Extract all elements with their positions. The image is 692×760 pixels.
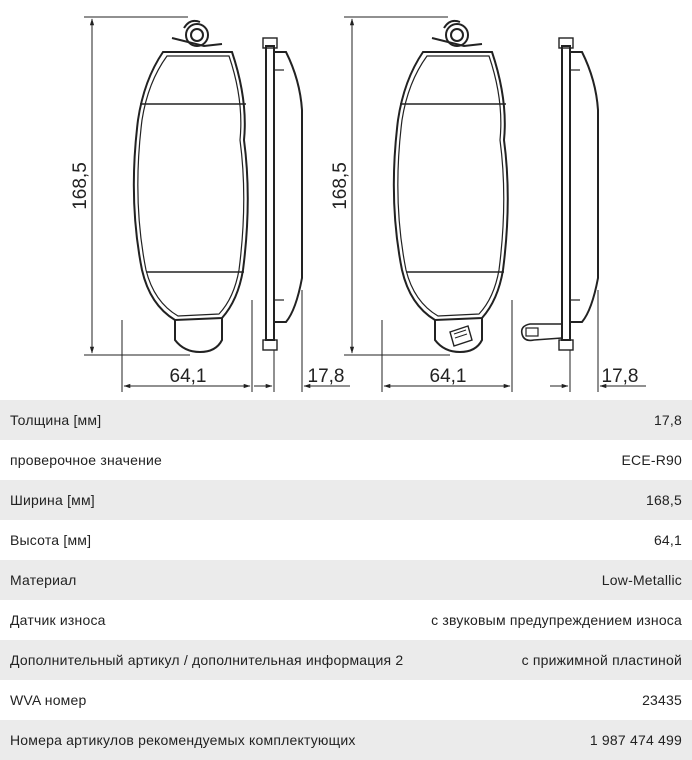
spec-row-test-value	[0, 440, 692, 480]
left-thickness-label: 17,8	[307, 366, 345, 387]
left-width-label: 64,1	[169, 366, 207, 387]
left-height-dimension	[84, 17, 190, 355]
right-pad-side-view	[522, 38, 598, 350]
spec-label: Толщина [мм]	[10, 412, 102, 428]
spec-value: 17,8	[653, 412, 682, 428]
left-pad-side-view	[263, 38, 302, 350]
spec-row-wear-sensor	[0, 600, 692, 640]
spec-value: 23435	[642, 692, 682, 708]
spec-row-wva-number	[0, 680, 692, 720]
spec-value: ECE-R90	[621, 452, 682, 468]
spec-row-height	[0, 520, 692, 560]
spec-label: проверочное значение	[10, 452, 163, 468]
spec-row-additional-info	[0, 640, 692, 680]
spec-label: Дополнительный артикул / дополнительная информация 2	[10, 652, 404, 668]
spec-row-material	[0, 560, 692, 600]
specifications-table	[0, 400, 692, 760]
right-height-label: 168,5	[330, 162, 351, 210]
spec-label: Ширина [мм]	[10, 492, 95, 508]
right-height-dimension	[344, 17, 450, 355]
spec-row-recommended-parts	[0, 720, 692, 760]
spec-value: Low-Metallic	[601, 572, 682, 588]
spec-row-width	[0, 480, 692, 520]
spec-label: WVA номер	[10, 692, 87, 708]
right-thickness-label: 17,8	[601, 366, 639, 387]
spec-label: Номера артикулов рекомендуемых комплектующих	[10, 732, 356, 748]
spec-value: 64,1	[653, 532, 682, 548]
spec-value: 1 987 474 499	[589, 732, 682, 748]
spec-value: 168,5	[645, 492, 682, 508]
spec-label: Материал	[10, 572, 77, 588]
spec-value: с звуковым предупреждением износа	[431, 612, 682, 628]
right-pad-front-view	[394, 21, 508, 352]
spec-label: Датчик износа	[10, 612, 106, 628]
left-height-label: 168,5	[70, 162, 91, 210]
spec-label: Высота [мм]	[10, 532, 92, 548]
spec-row-thickness	[0, 400, 692, 440]
right-width-label: 64,1	[429, 366, 467, 387]
left-pad-front-view	[134, 21, 248, 352]
spec-value: с прижимной пластиной	[521, 652, 682, 668]
